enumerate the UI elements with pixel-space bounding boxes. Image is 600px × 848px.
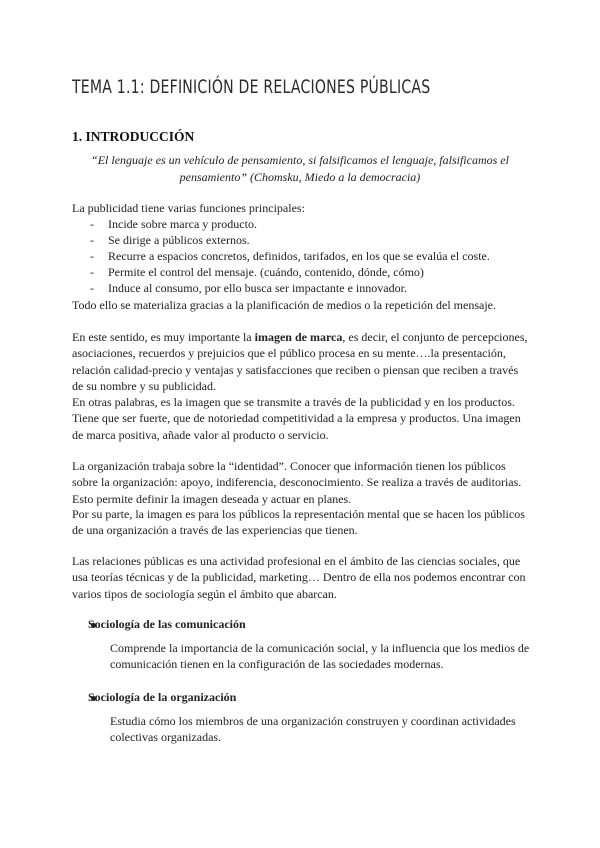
paragraph-text: En este sentido, es muy importante la [72, 330, 255, 344]
sociology-description: Estudia cómo los miembros de una organización construyen y coordinan actividades colectivas organizadas. [110, 714, 516, 745]
list-dash: - [90, 233, 94, 248]
list-item-text: Recurre a espacios concretos, definidos, tarifados, en los que se evalúa el coste. [108, 249, 490, 264]
list-dash: - [90, 217, 94, 231]
sociology-heading: Sociología de las comunicación [88, 617, 246, 631]
image-paragraph: Por su parte, la imagen es para los públicos la representación mental que se hacen los públicos de una organización a través de las experiencias que tienen. [72, 507, 525, 538]
list-dash: - [90, 265, 94, 280]
list-item-text: Induce al consumo, por ello busca ser impactante e innovador. [108, 281, 407, 296]
paragraph-text: , es decir, el conjunto de percepciones, asociaciones, recuerdos y prejuicios que el público procesa en su mente….la presentación, relación calidad-precio y ventajas y satisfacciones que reciben o piensan que reciben a través de su nombre y su publicidad. [72, 330, 528, 394]
identity-paragraph: La organización trabaja sobre la “identidad”. Conocer que información tienen los públicos sobre la organización: apoyo, indiferencia, desconocimiento. Se realiza a través de auditorias. Esto permite definir la imagen deseada y actuar en planes. [72, 459, 522, 506]
list-item [72, 280, 532, 296]
list-item [72, 248, 532, 264]
list-item [72, 264, 532, 280]
bold-term: imagen de marca [254, 330, 343, 344]
summary-paragraph: Todo ello se materializa gracias a la planificación de medios o la repetición del mensaje. [72, 298, 496, 312]
list-item [72, 232, 532, 248]
list-item-text: Permite el control del mensaje. (cuándo, contenido, dónde, cómo) [108, 265, 424, 280]
intro-paragraph: La publicidad tiene varias funciones principales: [72, 201, 305, 215]
brand-image-paragraph [72, 329, 532, 395]
list-dash: - [90, 281, 94, 296]
brand-image-definition-paragraph: En otras palabras, es la imagen que se transmite a través de la publicidad y en los productos. Tiene que ser fuerte, que de notoriedad competitividad a la empresa y productos. Una imagen de marca positiva, añade valor al producto o servicio. [72, 395, 521, 442]
page-title: TEMA 1.1: DEFINICIÓN DE RELACIONES PÚBLICAS [72, 76, 431, 98]
functions-list [72, 216, 532, 296]
sociology-heading: Sociología de la organización [88, 690, 237, 704]
epigraph-quote: “El lenguaje es un vehículo de pensamiento, si falsificamos el lenguaje, falsificamos el pensamiento” (Chomsku, Miedo a la democracia) [91, 153, 509, 184]
list-item [72, 216, 532, 232]
public-relations-paragraph: Las relaciones públicas es una actividad profesional en el ámbito de las ciencias sociales, que usa teorías técnicas y de la publicidad, marketing… Dentro de ella nos podemos encontrar con varios tipos de sociología según el ámbito que abarcan. [72, 554, 526, 601]
sociology-description: Comprende la importancia de la comunicación social, y la influencia que los medios de comunicación tienen en la configuración de las sociedades modernas. [110, 641, 530, 672]
list-item-text: Se dirige a públicos externos. [108, 233, 250, 248]
section-heading: 1. INTRODUCCIÓN [72, 129, 195, 144]
list-dash: - [90, 249, 94, 264]
list-item-text: Incide sobre marca y producto. [108, 217, 257, 231]
